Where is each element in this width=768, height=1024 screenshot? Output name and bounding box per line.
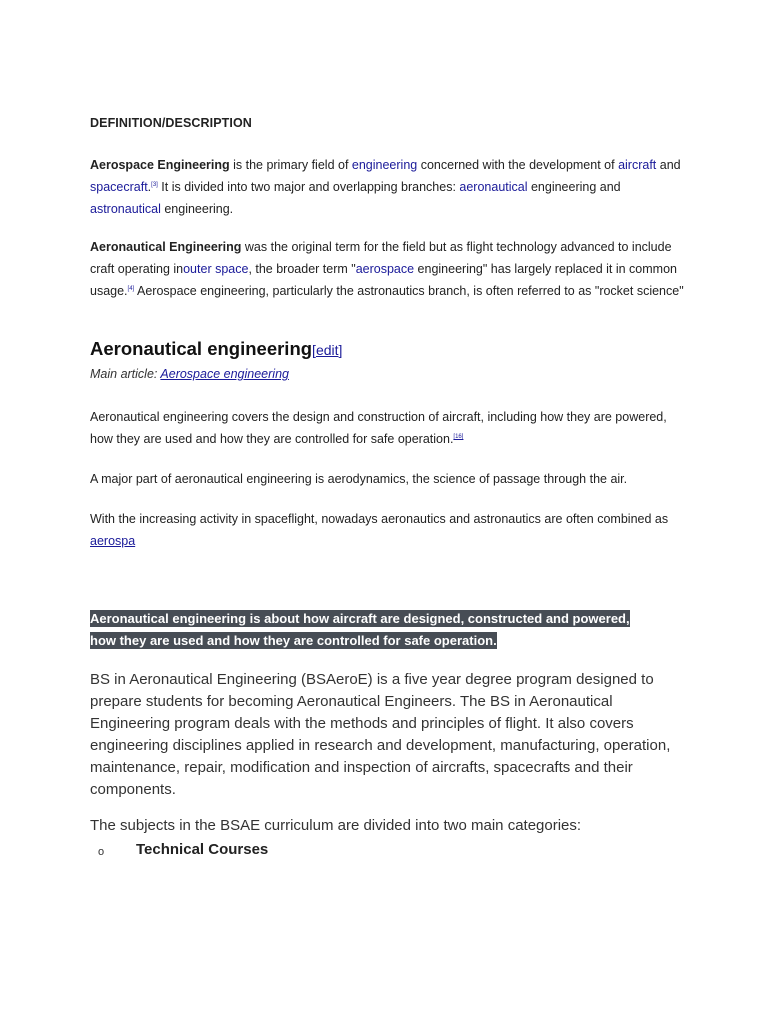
list-item: [90, 839, 690, 861]
para1-text-4: .: [147, 180, 152, 194]
para5-text: With the increasing activity in spaceflight, nowadays aeronautics and astronautics are often combined as: [90, 512, 669, 526]
aircraft-link[interactable]: aircraft: [618, 158, 657, 172]
para2-text-1: was the original term for the field but as flight technology advanced to include craft operating in: [90, 240, 672, 276]
para1-text-6: engineering and: [527, 180, 621, 194]
para1-text-5: It is divided into two major and overlapping branches:: [157, 180, 460, 194]
outer-space-link[interactable]: outer space: [183, 262, 249, 276]
section-heading: [90, 338, 342, 360]
para2-text-4: Aerospace engineering, particularly the astronautics branch, is often referred to as "rocket science": [134, 284, 684, 298]
para2-text-3: engineering" has largely replaced it in common usage.: [90, 262, 677, 298]
main-article-note: [90, 367, 289, 381]
spacecraft-link[interactable]: spacecraft: [90, 180, 148, 194]
main-article-link[interactable]: Aerospace engineering: [160, 367, 289, 381]
aeronautical-history-paragraph: [90, 236, 690, 302]
aerospace-engineering-term: Aerospace Engineering: [90, 158, 230, 172]
aerodynamics-paragraph: A major part of aeronautical engineering is aerodynamics, the science of passage through the air.: [90, 472, 628, 486]
technical-courses-item: Technical Courses: [136, 841, 269, 858]
aeronautical-link[interactable]: aeronautical: [459, 180, 528, 194]
edit-bracket-open: [: [312, 342, 316, 358]
aerospace-link[interactable]: aerospace: [355, 262, 415, 276]
aeronautical-coverage-paragraph: [90, 406, 690, 450]
section-title: Aeronautical engineering: [90, 338, 313, 359]
reference-4[interactable]: [4]: [127, 285, 135, 292]
bs-program-paragraph: BS in Aeronautical Engineering (BSAeroE) is a five year degree program designed to prepare students for becoming Aeronautical Engineers. The BS in Aeronautical Engineering program deals with the methods and principles of flight. It also covers engineering disciplines applied in research and development, manufacturing, operation, maintenance, repair, modification and inspection of aircrafts, spacecrafts and their components.: [90, 671, 671, 798]
edit-label[interactable]: edit: [315, 342, 339, 358]
main-article-prefix: Main article:: [90, 367, 161, 381]
aerospace-truncated-link[interactable]: aerospa: [90, 534, 136, 548]
edit-bracket-close: ]: [338, 342, 343, 358]
para2-text-2: , the broader term ": [248, 262, 356, 276]
definition-heading: DEFINITION/DESCRIPTION: [90, 116, 252, 130]
para1-text-7: engineering.: [160, 202, 234, 216]
aeronautical-engineering-term: Aeronautical Engineering: [90, 240, 242, 254]
highlighted-text: Aeronautical engineering is about how aircraft are designed, constructed and powered, how they are used and how they are controlled for safe operation.: [90, 611, 630, 648]
highlighted-summary: [90, 608, 650, 652]
spaceflight-paragraph: [90, 508, 690, 552]
para1-text-3: and: [656, 158, 681, 172]
reference-3[interactable]: [3]: [151, 181, 158, 188]
para1-text-1: is the primary field of: [229, 158, 352, 172]
engineering-link[interactable]: engineering: [351, 158, 418, 172]
astronautical-link[interactable]: astronautical: [90, 202, 161, 216]
hollow-bullet-icon: o: [98, 846, 105, 858]
reference-16[interactable]: [16]: [453, 433, 464, 440]
para3-text: Aeronautical engineering covers the design and construction of aircraft, including how they are powered, how they are used and how they are controlled for safe operation.: [90, 410, 667, 446]
curriculum-intro-paragraph: The subjects in the BSAE curriculum are divided into two main categories:: [90, 817, 582, 834]
para1-text-2: concerned with the development of: [417, 158, 619, 172]
edit-link[interactable]: [312, 342, 342, 358]
aerospace-definition-paragraph: [90, 154, 690, 220]
